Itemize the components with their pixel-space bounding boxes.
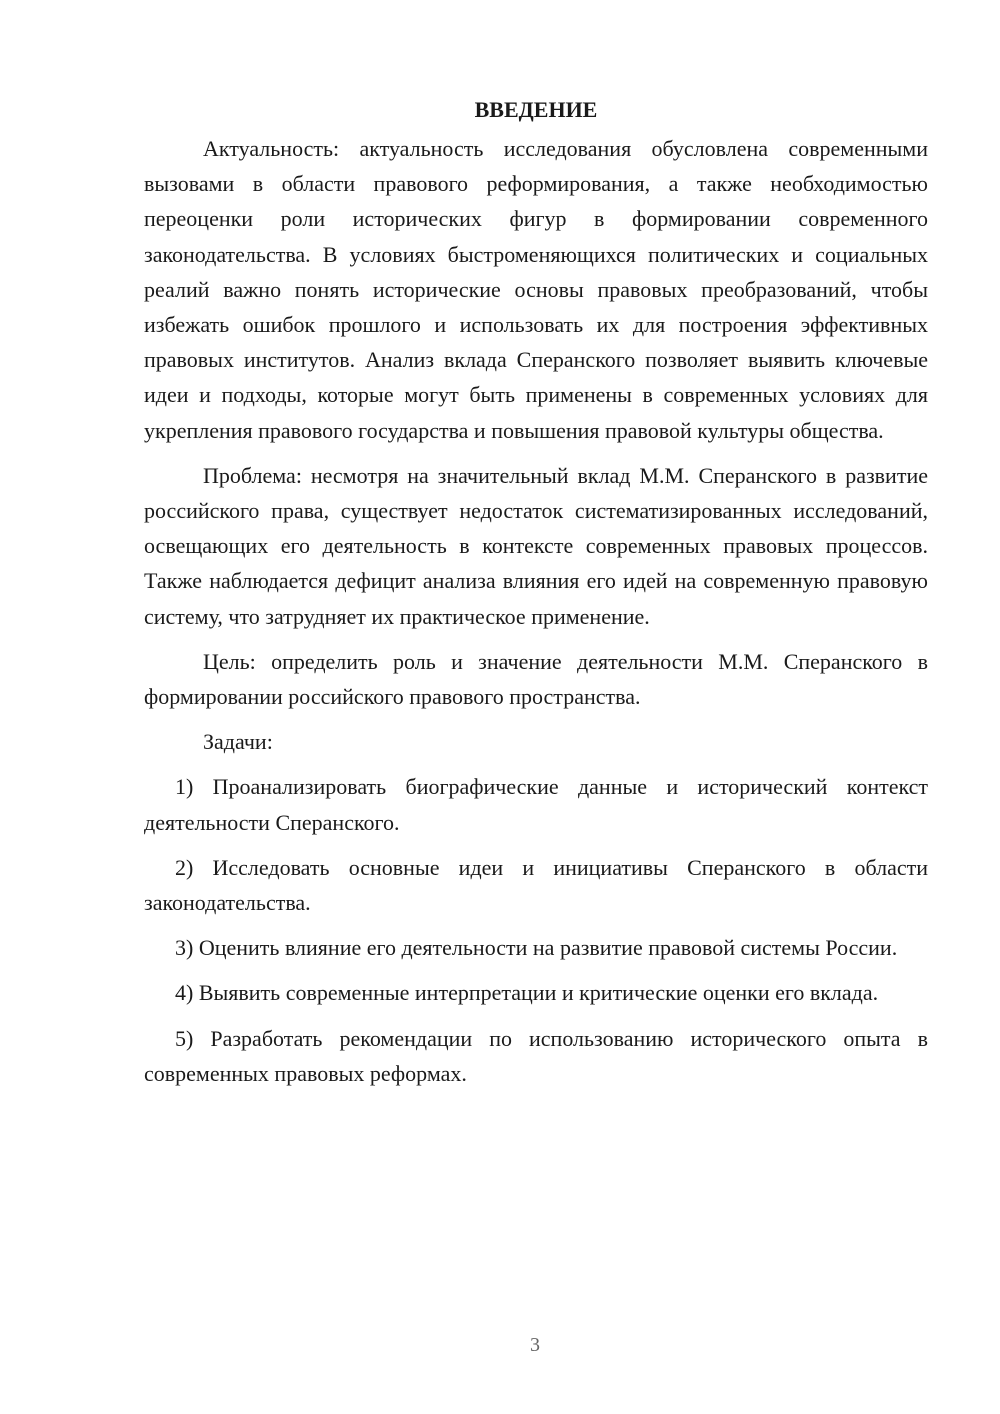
goal-paragraph: Цель: определить роль и значение деятельности М.М. Сперанского в формировании российского правового пространства. xyxy=(144,648,928,710)
relevance-paragraph: Актуальность: актуальность исследования обусловлена современными вызовами в области правового реформирования, а также необходимостью переоценки роли исторических фигур в формировании современного законодательства. В условиях быстроменяющихся политических и социальных реалий важно понять исторические основы правовых преобразований, чтобы избежать ошибок прошлого и использовать их для построения эффективных правовых институтов. Анализ вклада Сперанского позволяет выявить ключевые идеи и подходы, которые могут быть применены в современных условиях для укрепления правового государства и повышения правовой культуры общества. xyxy=(144,136,928,443)
section-heading: ВВЕДЕНИЕ xyxy=(474,97,598,122)
task-item-3: 3) Оценить влияние его деятельности на развитие правовой системы России. xyxy=(175,935,898,961)
page-number: 3 xyxy=(530,1334,540,1356)
task-item-4: 4) Выявить современные интерпретации и критические оценки его вклада. xyxy=(175,980,879,1006)
tasks-label: Задачи: xyxy=(203,729,273,755)
task-item-1: 1) Проанализировать биографические данные и исторический контекст деятельности Сперанского. xyxy=(144,774,928,835)
task-item-5: 5) Разработать рекомендации по использованию исторического опыта в современных правовых реформах. xyxy=(144,1025,928,1086)
page-content xyxy=(144,92,928,1101)
task-item-2: 2) Исследовать основные идеи и инициативы Сперанского в области законодательства. xyxy=(144,854,928,916)
problem-paragraph: Проблема: несмотря на значительный вклад М.М. Сперанского в развитие российского права, существует недостаток систематизированных исследований, освещающих его деятельность в контексте современных правовых процессов. Также наблюдается дефицит анализа влияния его идей на современную правовую систему, что затрудняет их практическое применение. xyxy=(144,462,928,629)
task-list xyxy=(144,769,928,1091)
